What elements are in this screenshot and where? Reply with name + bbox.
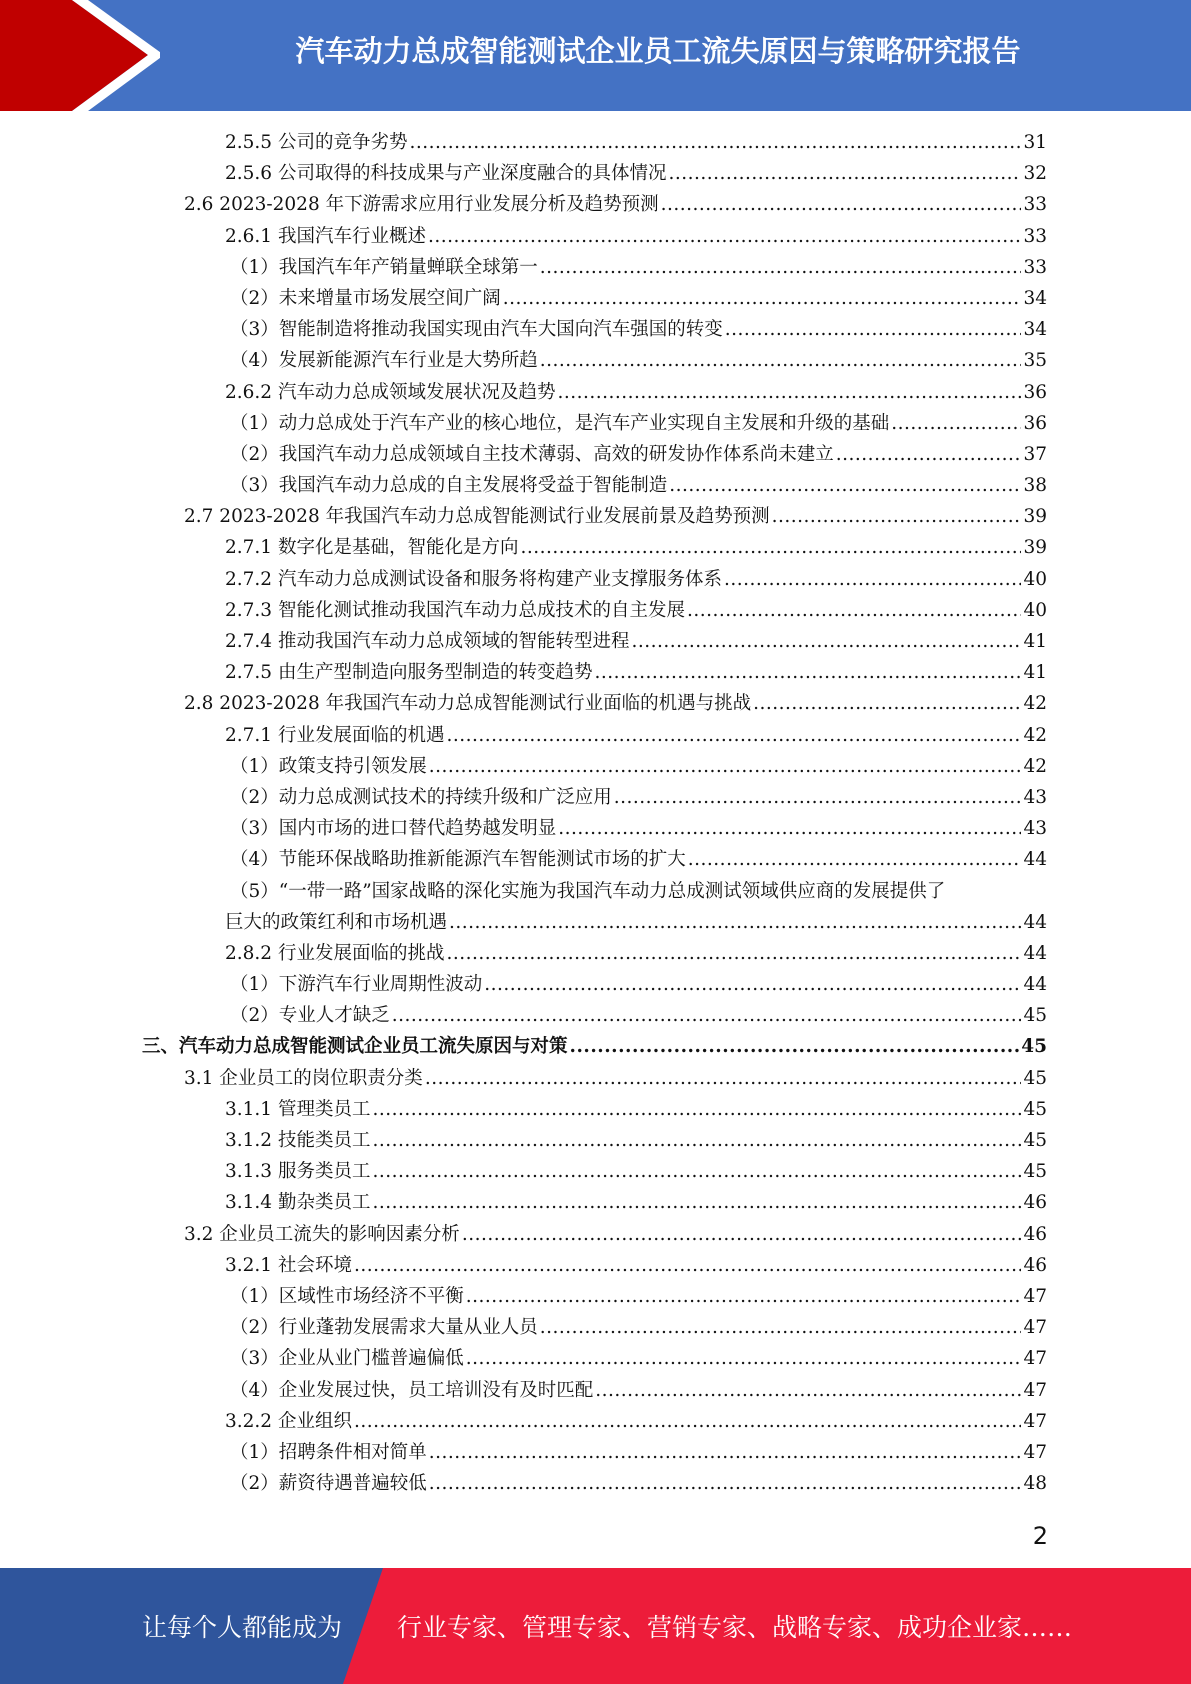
toc-entry[interactable]: [0, 1031, 1191, 1062]
toc-dot-leader: [354, 1406, 1022, 1437]
toc-entry[interactable]: [0, 1312, 1191, 1343]
toc-entry-page: 33: [1023, 225, 1047, 247]
toc-entry-page: 45: [1023, 1005, 1047, 1027]
toc-dot-leader: [372, 1125, 1021, 1156]
toc-entry-label: 2.6.1 我国汽车行业概述: [225, 225, 426, 247]
toc-entry-label: 2.7.4 推动我国汽车动力总成领域的智能转型进程: [225, 631, 630, 652]
toc-entry-label: （1）我国汽车年产销量蝉联全球第一: [230, 256, 538, 278]
toc-dot-leader: [594, 657, 1021, 688]
toc-entry-label: （4）企业发展过快，员工培训没有及时匹配: [230, 1379, 594, 1401]
toc-entry-page: 42: [1023, 755, 1047, 777]
footer-slogan-right: 行业专家、管理专家、营销专家、战略专家、成功企业家……: [397, 1613, 1073, 1642]
toc-entry-label: （1）政策支持引领发展: [230, 755, 427, 777]
toc-entry-label: 2.7 2023-2028 年我国汽车动力总成智能测试行业发展前景及趋势预测: [184, 506, 770, 528]
toc-entry[interactable]: [0, 221, 1191, 252]
header-banner: [0, 0, 1191, 111]
toc-entry[interactable]: [0, 1219, 1191, 1250]
toc-entry-label: （1）下游汽车行业周期性波动: [230, 974, 483, 996]
toc-entry[interactable]: [0, 314, 1191, 345]
toc-entry[interactable]: [0, 688, 1191, 719]
toc-entry[interactable]: [0, 283, 1191, 314]
toc-entry-label: （4）节能环保战略助推新能源汽车智能测试市场的扩大: [230, 849, 686, 871]
toc-dot-leader: [372, 1156, 1021, 1187]
toc-entry-page: 44: [1023, 974, 1047, 996]
toc-entry-page: 45: [1023, 1161, 1047, 1183]
toc-entry-page: 46: [1023, 1223, 1047, 1245]
table-of-contents: [0, 127, 1191, 1499]
toc-entry-page: 47: [1023, 1410, 1047, 1432]
toc-entry-label: 巨大的政策红利和市场机遇: [225, 911, 448, 933]
toc-dot-leader: [631, 626, 1021, 657]
toc-entry[interactable]: [0, 1000, 1191, 1031]
toc-entry[interactable]: [0, 252, 1191, 283]
toc-entry[interactable]: [0, 1156, 1191, 1187]
toc-dot-leader: [557, 377, 1021, 408]
toc-entry[interactable]: [0, 408, 1191, 439]
toc-entry-page: 46: [1023, 1254, 1047, 1276]
toc-dot-leader: [688, 844, 1022, 875]
toc-entry-label: （3）国内市场的进口替代趋势越发明显: [230, 818, 557, 840]
toc-dot-leader: [354, 1250, 1022, 1281]
toc-entry-page: 45: [1021, 1036, 1047, 1058]
toc-entry-label: 2.6 2023-2028 年下游需求应用行业发展分析及趋势预测: [184, 194, 659, 216]
toc-entry[interactable]: [0, 626, 1191, 657]
toc-dot-leader: [503, 283, 1022, 314]
toc-entry-label: 2.7.1 行业发展面临的机遇: [225, 724, 445, 746]
toc-entry[interactable]: [0, 1094, 1191, 1125]
toc-entry[interactable]: [0, 720, 1191, 751]
toc-entry[interactable]: [0, 564, 1191, 595]
toc-entry-label: 2.5.6 公司取得的科技成果与产业深度融合的具体情况: [225, 163, 667, 185]
toc-dot-leader: [466, 1281, 1022, 1312]
toc-entry[interactable]: [0, 1375, 1191, 1406]
toc-dot-leader: [540, 252, 1022, 283]
toc-dot-leader: [392, 1000, 1022, 1031]
toc-entry-label: （3）智能制造将推动我国实现由汽车大国向汽车强国的转变: [230, 319, 723, 341]
toc-entry[interactable]: [0, 595, 1191, 626]
toc-dot-leader: [661, 189, 1022, 220]
toc-entry-label: （2）行业蓬勃发展需求大量从业人员: [230, 1317, 538, 1339]
report-title: 汽车动力总成智能测试企业员工流失原因与策略研究报告: [295, 34, 1021, 68]
toc-dot-leader: [466, 1343, 1022, 1374]
page-number: 2: [1032, 1522, 1048, 1550]
toc-entry[interactable]: [0, 470, 1191, 501]
toc-dot-leader: [409, 127, 1021, 158]
toc-dot-leader: [540, 1312, 1022, 1343]
toc-entry-label: （2）薪资待遇普遍较低: [230, 1473, 427, 1495]
toc-dot-leader: [540, 345, 1022, 376]
toc-entry-page: 47: [1023, 1441, 1047, 1463]
toc-entry-page: 44: [1023, 911, 1047, 933]
toc-entry-label: （2）专业人才缺乏: [230, 1005, 390, 1027]
toc-entry[interactable]: [0, 969, 1191, 1000]
footer-slogan-left: 让每个人都能成为: [142, 1613, 343, 1642]
footer-banner: [0, 1568, 1191, 1684]
toc-entry[interactable]: [0, 813, 1191, 844]
toc-entry-page: 34: [1023, 319, 1047, 341]
toc-entry-page: 34: [1023, 287, 1047, 309]
toc-entry-page: 39: [1023, 506, 1047, 528]
toc-entry-label: （4）发展新能源汽车行业是大势所趋: [230, 350, 538, 372]
toc-dot-leader: [772, 501, 1022, 532]
toc-entry[interactable]: [0, 1343, 1191, 1374]
toc-entry[interactable]: [0, 345, 1191, 376]
toc-dot-leader: [372, 1094, 1021, 1125]
toc-entry-label: 2.8.2 行业发展面临的挑战: [225, 942, 445, 964]
toc-dot-leader: [753, 688, 1021, 719]
toc-entry-page: 42: [1023, 693, 1047, 715]
toc-entry-page: 41: [1023, 631, 1047, 652]
toc-dot-leader: [558, 813, 1021, 844]
toc-dot-leader: [429, 1468, 1022, 1499]
toc-dot-leader: [725, 314, 1022, 345]
toc-entry-page: 47: [1023, 1348, 1047, 1370]
toc-entry-label: 2.8 2023-2028 年我国汽车动力总成智能测试行业面临的机遇与挑战: [184, 693, 752, 715]
toc-entry-label: （1）招聘条件相对简单: [230, 1441, 427, 1463]
toc-entry-page: 33: [1023, 256, 1047, 278]
toc-entry[interactable]: [0, 657, 1191, 688]
red-chevron-decoration: [0, 0, 150, 111]
toc-entry[interactable]: [0, 1406, 1191, 1437]
toc-entry[interactable]: [0, 1187, 1191, 1218]
toc-entry-page: 31: [1023, 132, 1047, 153]
toc-entry-label: 3.2.1 社会环境: [225, 1254, 352, 1276]
toc-entry-page: 46: [1023, 1192, 1047, 1214]
toc-entry-label: （2）我国汽车动力总成领域自主技术薄弱、高效的研发协作体系尚未建立: [230, 443, 834, 465]
toc-entry-label: 3.2.2 企业组织: [225, 1410, 352, 1432]
toc-entry[interactable]: [0, 127, 1191, 158]
toc-dot-leader: [669, 470, 1021, 501]
toc-entry[interactable]: [0, 1250, 1191, 1281]
toc-entry-page: 45: [1023, 1067, 1047, 1089]
toc-entry-page: 33: [1023, 194, 1047, 216]
toc-entry[interactable]: [0, 158, 1191, 189]
toc-entry-label: （2）未来增量市场发展空间广阔: [230, 287, 501, 309]
toc-dot-leader: [425, 1063, 1022, 1094]
toc-dot-leader: [595, 1375, 1021, 1406]
toc-entry-page: 47: [1023, 1379, 1047, 1401]
toc-entry-label: 2.7.1 数字化是基础，智能化是方向: [225, 537, 519, 559]
toc-dot-leader: [836, 439, 1022, 470]
toc-entry-wrap-line[interactable]: （5）“一带一路”国家战略的深化实施为我国汽车动力总成测试领域供应商的发展提供了: [230, 880, 946, 902]
toc-entry-label: 2.6.2 汽车动力总成领域发展状况及趋势: [225, 381, 556, 403]
toc-entry[interactable]: [0, 1468, 1191, 1499]
toc-entry-page: 40: [1023, 599, 1047, 621]
toc-entry-label: 3.2 企业员工流失的影响因素分析: [184, 1223, 460, 1245]
toc-entry[interactable]: [0, 751, 1191, 782]
toc-entry-page: 45: [1023, 1130, 1047, 1151]
toc-dot-leader: [570, 1031, 1020, 1062]
toc-entry-page: 43: [1023, 786, 1047, 808]
toc-entry-page: 47: [1023, 1317, 1047, 1339]
toc-entry-label: （1）区域性市场经济不平衡: [230, 1285, 464, 1307]
toc-entry-label: 三、汽车动力总成智能测试企业员工流失原因与对策: [142, 1036, 568, 1058]
toc-dot-leader: [614, 782, 1022, 813]
toc-entry-label: 3.1.2 技能类员工: [225, 1130, 371, 1151]
toc-entry-label: 3.1.4 勤杂类员工: [225, 1192, 371, 1214]
toc-entry-label: 2.7.5 由生产型制造向服务型制造的转变趋势: [225, 662, 593, 684]
toc-dot-leader: [429, 1437, 1022, 1468]
toc-entry-page: 43: [1023, 818, 1047, 840]
toc-dot-leader: [891, 408, 1021, 439]
toc-entry[interactable]: [0, 1437, 1191, 1468]
toc-entry-page: 39: [1023, 537, 1047, 559]
toc-entry[interactable]: [0, 501, 1191, 532]
toc-entry-label: 2.5.5 公司的竞争劣势: [225, 132, 408, 153]
toc-entry-label: （3）我国汽车动力总成的自主发展将受益于智能制造: [230, 475, 668, 497]
toc-entry-page: 40: [1023, 568, 1047, 590]
toc-entry-page: 32: [1023, 163, 1047, 185]
toc-entry[interactable]: [0, 1281, 1191, 1312]
toc-dot-leader: [372, 1187, 1021, 1218]
toc-entry-label: 3.1.3 服务类员工: [225, 1161, 371, 1183]
toc-entry[interactable]: [0, 938, 1191, 969]
toc-dot-leader: [687, 595, 1021, 626]
toc-entry[interactable]: [0, 844, 1191, 875]
toc-dot-leader: [428, 221, 1021, 252]
toc-dot-leader: [446, 938, 1021, 969]
toc-entry-label: 2.7.3 智能化测试推动我国汽车动力总成技术的自主发展: [225, 599, 685, 621]
toc-dot-leader: [446, 720, 1021, 751]
toc-entry-page: 36: [1023, 412, 1047, 434]
toc-entry[interactable]: [0, 439, 1191, 470]
toc-entry-page: 42: [1023, 724, 1047, 746]
toc-entry-page: 48: [1023, 1473, 1047, 1495]
toc-dot-leader: [520, 532, 1021, 563]
toc-dot-leader: [462, 1219, 1022, 1250]
toc-dot-leader: [429, 751, 1022, 782]
toc-entry-page: 36: [1023, 381, 1047, 403]
toc-entry[interactable]: [0, 782, 1191, 813]
toc-entry-page: 47: [1023, 1285, 1047, 1307]
toc-entry-label: 2.7.2 汽车动力总成测试设备和服务将构建产业支撑服务体系: [225, 568, 722, 590]
toc-entry-page: 45: [1023, 1098, 1047, 1120]
toc-entry-label: 3.1.1 管理类员工: [225, 1098, 371, 1120]
toc-entry-page: 38: [1023, 475, 1047, 497]
toc-entry-label: 3.1 企业员工的岗位职责分类: [184, 1067, 423, 1089]
toc-entry-page: 35: [1023, 350, 1047, 372]
toc-entry-page: 44: [1023, 942, 1047, 964]
toc-entry-label: （1）动力总成处于汽车产业的核心地位，是汽车产业实现自主发展和升级的基础: [230, 412, 890, 434]
toc-entry[interactable]: [0, 377, 1191, 408]
toc-entry[interactable]: [0, 189, 1191, 220]
toc-entry-page: 41: [1023, 662, 1047, 684]
toc-dot-leader: [668, 158, 1021, 189]
toc-entry-label: （3）企业从业门槛普遍偏低: [230, 1348, 464, 1370]
toc-dot-leader: [449, 907, 1021, 938]
toc-dot-leader: [724, 564, 1021, 595]
toc-dot-leader: [484, 969, 1021, 1000]
toc-entry-label: （2）动力总成测试技术的持续升级和广泛应用: [230, 786, 612, 808]
toc-entry[interactable]: [0, 532, 1191, 563]
toc-entry[interactable]: [0, 907, 1191, 938]
toc-entry-page: 44: [1023, 849, 1047, 871]
toc-entry-page: 37: [1023, 443, 1047, 465]
toc-entry[interactable]: [0, 1063, 1191, 1094]
toc-entry[interactable]: [0, 1125, 1191, 1156]
